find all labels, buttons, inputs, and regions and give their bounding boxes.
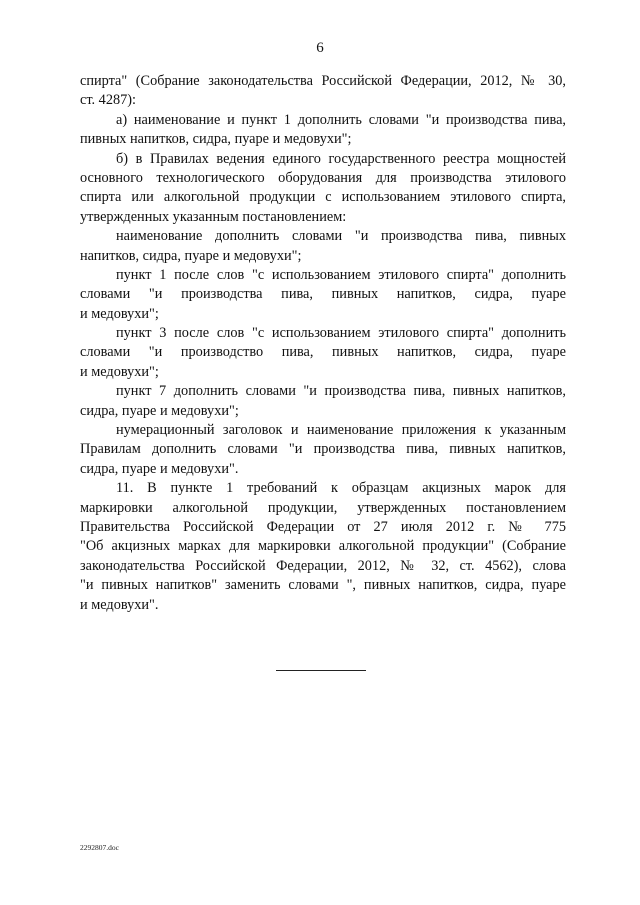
text-line: словами "и производство пива, пивных напитков, сидра, пуаре <box>80 344 566 361</box>
text-line: сидра, пуаре и медовухи"; <box>80 402 239 419</box>
text-line: 11. В пункте 1 требований к образцам акцизных марок для <box>116 480 566 497</box>
text-line: Правилам дополнить словами "и производства пива, пивных напитков, <box>80 441 566 458</box>
text-line: спирта или алкогольной продукции с использованием этилового спирта, <box>80 189 566 206</box>
text-line: "Об акцизных марках для маркировки алкогольной продукции" (Собрание <box>80 538 566 555</box>
text-line: пункт 7 дополнить словами "и производства пива, пивных напитков, <box>116 383 566 400</box>
page-number: 6 <box>316 40 324 56</box>
text-line: основного технологического оборудования для производства этилового <box>80 169 566 186</box>
text-line: б) в Правилах ведения единого государственного реестра мощностей <box>116 150 566 167</box>
text-line: нумерационный заголовок и наименование приложения к указанным <box>116 422 566 439</box>
text-line: маркировки алкогольной продукции, утвержденных постановлением <box>80 499 566 516</box>
text-line: и медовухи"; <box>80 363 159 380</box>
text-line: а) наименование и пункт 1 дополнить словами "и производства пива, <box>116 111 566 128</box>
file-name: 2292807.doc <box>80 843 119 852</box>
text-line: пункт 1 после слов "с использованием этилового спирта" дополнить <box>116 266 566 283</box>
text-line: и медовухи". <box>80 596 159 613</box>
text-line: напитков, сидра, пуаре и медовухи"; <box>80 247 302 264</box>
text-line: пункт 3 после слов "с использованием этилового спирта" дополнить <box>116 325 566 342</box>
text-line: и медовухи"; <box>80 305 159 322</box>
end-separator-line <box>276 670 366 671</box>
text-line: утвержденных указанным постановлением: <box>80 208 347 225</box>
text-line: ст. 4287): <box>80 92 136 109</box>
text-line: спирта" (Собрание законодательства Российской Федерации, 2012, № 30, <box>80 73 566 89</box>
text-line: пивных напитков, сидра, пуаре и медовухи"; <box>80 131 352 148</box>
text-line: Правительства Российской Федерации от 27 июля 2012 г. № 775 <box>80 518 566 535</box>
document-body <box>80 72 566 615</box>
text-line: "и пивных напитков" заменить словами ", пивных напитков, сидра, пуаре <box>80 577 566 594</box>
text-line: законодательства Российской Федерации, 2012, № 32, ст. 4562), слова <box>80 557 566 574</box>
text-line: словами "и производства пива, пивных напитков, сидра, пуаре <box>80 286 566 303</box>
text-line: сидра, пуаре и медовухи". <box>80 460 239 477</box>
text-line: наименование дополнить словами "и производства пива, пивных <box>116 228 566 245</box>
